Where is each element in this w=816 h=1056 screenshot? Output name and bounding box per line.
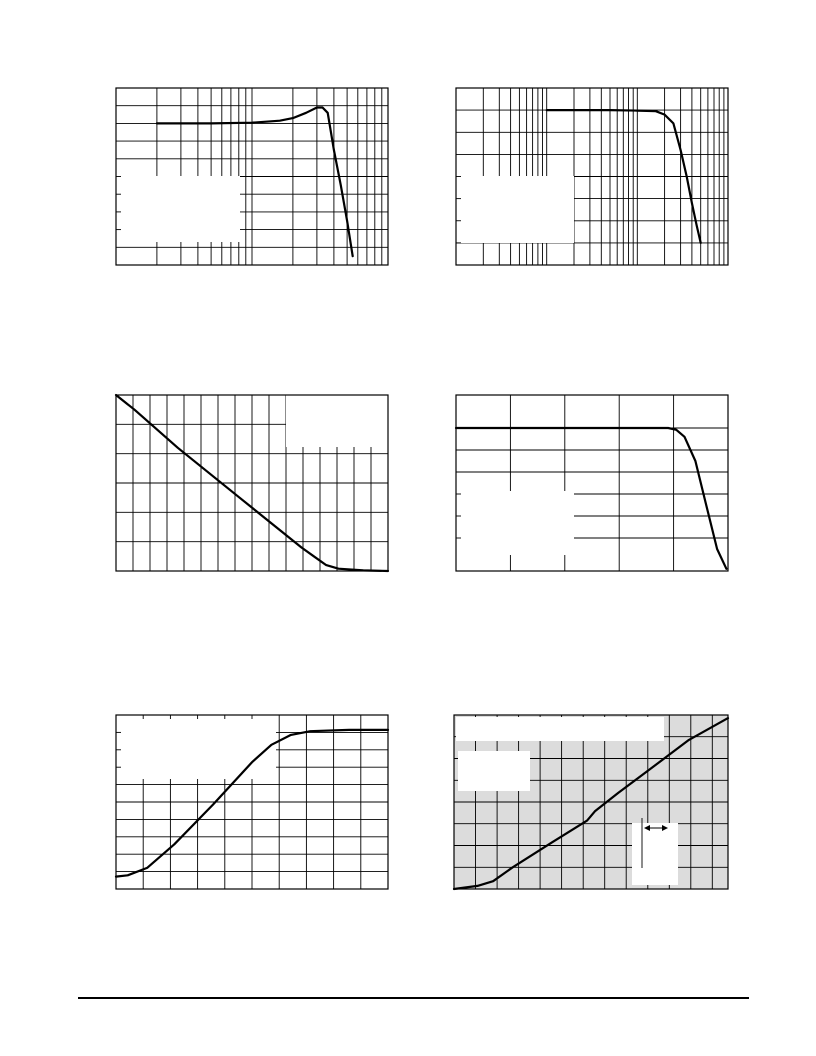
label-area <box>116 176 240 242</box>
label-area <box>286 395 388 447</box>
chart-3 <box>116 395 388 571</box>
label-area <box>458 751 530 791</box>
chart-1 <box>116 88 388 265</box>
label-area <box>456 176 574 243</box>
label-area <box>116 719 276 779</box>
label-area <box>456 717 664 741</box>
chart-4 <box>456 395 728 571</box>
label-area <box>632 823 678 885</box>
chart-6 <box>454 715 728 889</box>
footer-rule <box>78 997 749 999</box>
chart-2 <box>456 88 728 265</box>
label-area <box>456 491 574 555</box>
chart-5 <box>116 715 388 889</box>
